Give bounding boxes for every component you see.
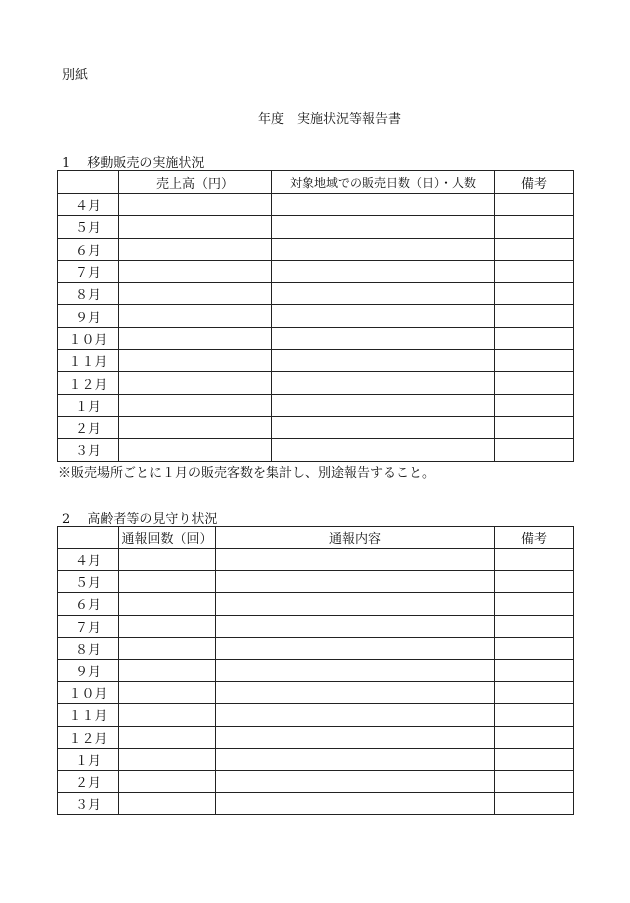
month-cell: ８月 <box>58 637 119 659</box>
remarks-cell[interactable] <box>495 615 574 637</box>
remarks-cell[interactable] <box>495 350 574 372</box>
header-remarks: 備考 <box>495 171 574 194</box>
month-cell: ５月 <box>58 216 119 238</box>
remarks-cell[interactable] <box>495 770 574 792</box>
detail-cell[interactable] <box>216 682 495 704</box>
detail-cell[interactable] <box>272 350 495 372</box>
month-cell: ７月 <box>58 615 119 637</box>
month-cell: １月 <box>58 394 119 416</box>
detail-cell[interactable] <box>216 793 495 815</box>
month-cell: ６月 <box>58 593 119 615</box>
detail-cell[interactable] <box>216 615 495 637</box>
month-cell: ３月 <box>58 439 119 461</box>
sales-status-table <box>57 170 574 462</box>
month-cell: ８月 <box>58 283 119 305</box>
section1-heading: 1 移動販売の実施状況 <box>62 156 205 171</box>
detail-cell[interactable] <box>272 283 495 305</box>
value-cell[interactable] <box>119 682 216 704</box>
value-cell[interactable] <box>119 216 272 238</box>
month-cell: ７月 <box>58 260 119 282</box>
month-cell: ３月 <box>58 793 119 815</box>
remarks-cell[interactable] <box>495 593 574 615</box>
remarks-cell[interactable] <box>495 394 574 416</box>
header-cell-empty <box>58 171 119 194</box>
table-row <box>58 682 574 704</box>
detail-cell[interactable] <box>272 372 495 394</box>
value-cell[interactable] <box>119 260 272 282</box>
table-row <box>58 571 574 593</box>
table-row <box>58 394 574 416</box>
value-cell[interactable] <box>119 793 216 815</box>
remarks-cell[interactable] <box>495 748 574 770</box>
header-sales-amount: 売上高（円） <box>119 171 272 194</box>
value-cell[interactable] <box>119 439 272 461</box>
table-row <box>58 770 574 792</box>
month-cell: ２月 <box>58 416 119 438</box>
month-cell: １１月 <box>58 350 119 372</box>
month-cell: ５月 <box>58 571 119 593</box>
table-row <box>58 549 574 571</box>
remarks-cell[interactable] <box>495 726 574 748</box>
remarks-cell[interactable] <box>495 659 574 681</box>
month-cell: １０月 <box>58 327 119 349</box>
month-cell: ９月 <box>58 659 119 681</box>
month-cell: ４月 <box>58 549 119 571</box>
value-cell[interactable] <box>119 593 216 615</box>
remarks-cell[interactable] <box>495 549 574 571</box>
table-row <box>58 305 574 327</box>
table-header-row <box>58 171 574 194</box>
value-cell[interactable] <box>119 615 216 637</box>
remarks-cell[interactable] <box>495 793 574 815</box>
month-cell: ２月 <box>58 770 119 792</box>
value-cell[interactable] <box>119 350 272 372</box>
detail-cell[interactable] <box>272 416 495 438</box>
table-row <box>58 260 574 282</box>
attachment-label: 別紙 <box>62 68 89 83</box>
month-cell: １２月 <box>58 372 119 394</box>
value-cell[interactable] <box>119 416 272 438</box>
value-cell[interactable] <box>119 549 216 571</box>
table-row <box>58 350 574 372</box>
table-header-row <box>58 527 574 549</box>
detail-cell[interactable] <box>272 216 495 238</box>
value-cell[interactable] <box>119 704 216 726</box>
value-cell[interactable] <box>119 194 272 216</box>
detail-cell[interactable] <box>216 549 495 571</box>
remarks-cell[interactable] <box>495 637 574 659</box>
remarks-cell[interactable] <box>495 571 574 593</box>
watch-status-table <box>57 526 574 815</box>
value-cell[interactable] <box>119 238 272 260</box>
table-row <box>58 704 574 726</box>
table-row <box>58 216 574 238</box>
month-cell: １１月 <box>58 704 119 726</box>
detail-cell[interactable] <box>272 260 495 282</box>
month-cell: ９月 <box>58 305 119 327</box>
value-cell[interactable] <box>119 283 272 305</box>
header-report-content: 通報内容 <box>216 527 495 549</box>
value-cell[interactable] <box>119 305 272 327</box>
detail-cell[interactable] <box>272 327 495 349</box>
header-report-count: 通報回数（回） <box>119 527 216 549</box>
detail-cell[interactable] <box>216 571 495 593</box>
table-row <box>58 637 574 659</box>
remarks-cell[interactable] <box>495 372 574 394</box>
detail-cell[interactable] <box>216 748 495 770</box>
table-row <box>58 238 574 260</box>
value-cell[interactable] <box>119 394 272 416</box>
detail-cell[interactable] <box>216 704 495 726</box>
month-cell: １２月 <box>58 726 119 748</box>
detail-cell[interactable] <box>272 305 495 327</box>
value-cell[interactable] <box>119 770 216 792</box>
remarks-cell[interactable] <box>495 305 574 327</box>
remarks-cell[interactable] <box>495 327 574 349</box>
detail-cell[interactable] <box>216 637 495 659</box>
table-row <box>58 615 574 637</box>
month-cell: １０月 <box>58 682 119 704</box>
table-row <box>58 726 574 748</box>
detail-cell[interactable] <box>272 238 495 260</box>
table-row <box>58 793 574 815</box>
remarks-cell[interactable] <box>495 704 574 726</box>
value-cell[interactable] <box>119 726 216 748</box>
table-row <box>58 748 574 770</box>
remarks-cell[interactable] <box>495 260 574 282</box>
table-row <box>58 194 574 216</box>
section1-note: ※販売場所ごとに１月の販売客数を集計し、別途報告すること。 <box>58 466 436 481</box>
value-cell[interactable] <box>119 748 216 770</box>
header-cell-empty <box>58 527 119 549</box>
report-title: 年度 実施状況等報告書 <box>258 112 402 127</box>
header-sales-days: 対象地域での販売日数（日）・人数 <box>272 171 495 194</box>
detail-cell[interactable] <box>272 194 495 216</box>
table-row <box>58 283 574 305</box>
remarks-cell[interactable] <box>495 439 574 461</box>
section2-heading: 2 高齢者等の見守り状況 <box>62 512 218 527</box>
remarks-cell[interactable] <box>495 283 574 305</box>
value-cell[interactable] <box>119 372 272 394</box>
table-row <box>58 327 574 349</box>
table-row <box>58 659 574 681</box>
table-row <box>58 593 574 615</box>
value-cell[interactable] <box>119 327 272 349</box>
detail-cell[interactable] <box>216 770 495 792</box>
detail-cell[interactable] <box>272 394 495 416</box>
remarks-cell[interactable] <box>495 416 574 438</box>
month-cell: ６月 <box>58 238 119 260</box>
value-cell[interactable] <box>119 571 216 593</box>
month-cell: １月 <box>58 748 119 770</box>
remarks-cell[interactable] <box>495 238 574 260</box>
remarks-cell[interactable] <box>495 194 574 216</box>
table-row <box>58 372 574 394</box>
month-cell: ４月 <box>58 194 119 216</box>
table-row <box>58 439 574 461</box>
table-row <box>58 416 574 438</box>
value-cell[interactable] <box>119 659 216 681</box>
detail-cell[interactable] <box>216 726 495 748</box>
remarks-cell[interactable] <box>495 682 574 704</box>
detail-cell[interactable] <box>216 593 495 615</box>
value-cell[interactable] <box>119 637 216 659</box>
remarks-cell[interactable] <box>495 216 574 238</box>
detail-cell[interactable] <box>272 439 495 461</box>
header-remarks: 備考 <box>495 527 574 549</box>
detail-cell[interactable] <box>216 659 495 681</box>
